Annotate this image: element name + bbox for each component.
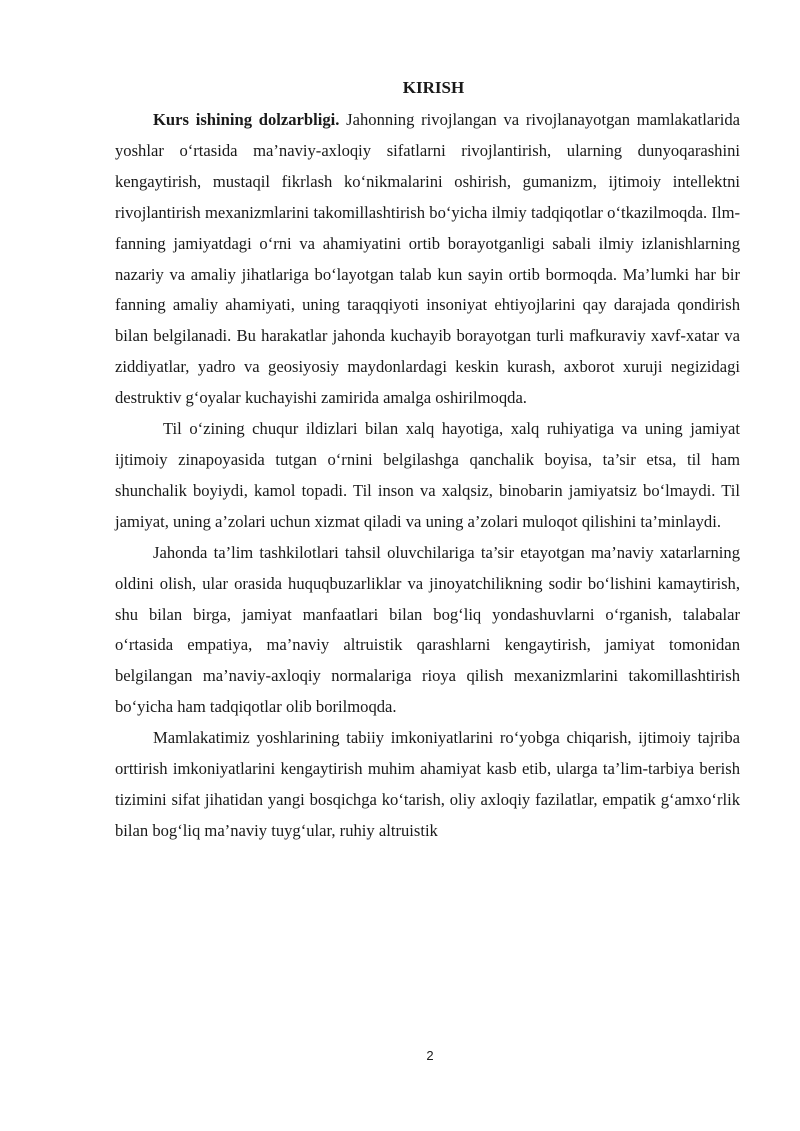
paragraph-text: Til o‘zining chuqur ildizlari bilan xalq hayotiga, xalq ruhiyatiga va uning jamiyat ijtimoiy zinapoyasida tutgan o‘rnini belgilashga qanchalik boyisa, ta’sir etsa, til ham shunchalik boyiydi, kamol topadi. Til inson va xalqsiz, binobarin jamiyatsiz bo‘lmaydi. Til jamiyat, uning a’zolari uchun xizmat qiladi va uning a’zolari muloqot qilishini ta’minlaydi. — [115, 419, 740, 531]
paragraph-text: Jahonda ta’lim tashkilotlari tahsil oluvchilariga ta’sir etayotgan ma’naviy xatarlarning oldini olish, ular orasida huquqbuzarliklar va jinoyatchilikning sodir bo‘lishini kamaytirish, shu bilan birga, jamiyat manfaatlari bilan bog‘liq yondashuvlarni o‘rganish, talabalar o‘rtasida empatiya, ma’naviy altruistik qarashlarni kengaytirish, jamiyat tomonidan belgilangan ma’naviy-axloqiy normalariga rioya qilish mexanizmlarini takomillashtirish bo‘yicha ham tadqiqotlar olib borilmoqda. — [115, 542, 740, 717]
paragraph-education-risks — [115, 538, 740, 723]
paragraph-text: Jahonning rivojlangan va rivojlanayotgan mamlakatlarida yoshlar o‘rtasida ma’naviy-axloqiy sifatlarni rivojlantirish, ularning dunyoqarashini kengaytirish, mustaqil fikrlash ko‘nikmalarini oshirish, gumanizm, ijtimoiy intellektni rivojlantirish mexanizmlarini takomillashtirish bo‘yicha ilmiy tadqiqotlar o‘tkazilmoqda. Ilm-fanning jamiyatdagi o‘rni va ahamiyatini ortib borayotganligi sabali ilmiy izlanishlarning nazariy va amaliy jihatlariga bo‘layotgan talab kun sayin ortib bormoqda. Ma’lumki har bir fanning amaliy ahamiyati, uning taraqqiyoti insoniyat ehtiyojlarini qay darajada qondirish bilan belgilanadi. Bu harakatlar jahonda kuchayib borayotgan turli mafkuraviy xavf-xatar va ziddiyatlar, yadro va geosiyosiy maydonlardagi keskin kurash, axborot xuruji negizidagi destruktiv g‘oyalar kuchayishi zamirida amalga oshirilmoqda. — [115, 110, 740, 408]
paragraph-youth-potential — [115, 723, 740, 847]
document-page — [115, 74, 740, 847]
paragraph-text: Mamlakatimiz yoshlarining tabiiy imkoniyatlarini ro‘yobga chiqarish, ijtimoiy tajriba orttirish imkoniyatlarini kengaytirish muhim ahamiyat kasb etib, ularga ta’lim-tarbiya berish tizimini sifat jihatidan yangi bosqichga ko‘tarish, oliy axloqiy fazilatlar, empatik g‘amxo‘rlik bilan bog‘liq ma’naviy tuyg‘ular, ruhiy altruistik — [115, 728, 740, 840]
paragraph-lead: Kurs ishining dolzarbligi. — [153, 110, 340, 129]
paragraph-relevance — [115, 105, 740, 414]
paragraph-language — [115, 414, 740, 538]
section-title: KIRISH — [402, 78, 465, 97]
page-number: 2 — [426, 1048, 434, 1063]
